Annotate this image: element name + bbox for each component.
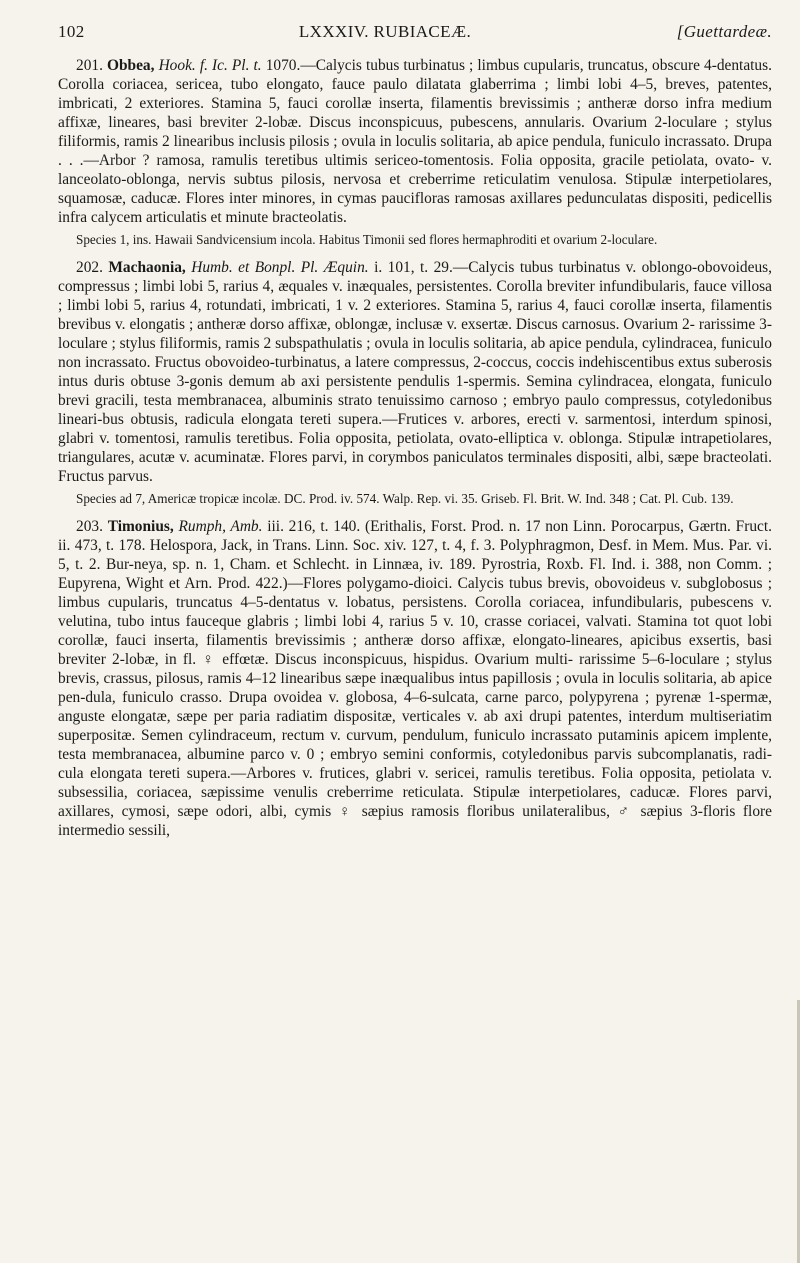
species-note-obbea: Species 1, ins. Hawaii Sandvicensium incola. Habitus Timonii sed flores hermaphroditi et ovarium 2-loculare.	[76, 232, 658, 247]
genus-entry-timonius	[58, 517, 772, 840]
genus-authority: Hook. f. Ic. Pl. t.	[158, 57, 262, 74]
genus-name: Machaonia,	[108, 259, 186, 276]
section-title: [Guettardeæ.	[676, 22, 772, 41]
entry-description: 1070.—Calycis tubus turbinatus ; limbus cupularis, truncatus, obscure 4-dentatus. Corolla coriacea, sericea, tubo elongato, fauce paulo dilatata glaberrima ; limbi lobi 4–5, breves, patentes, imbricati, 2 exteriores. Stamina 5, fauci corollæ inserta, filamentis brevissimis ; antheræ dorso infra medium affixæ, lineares, basi breviter 2-lobæ. Discus inconspicuus, pubescens, annularis. Ovarium 2-loculare ; stylus filiformis, ramis 2 linearibus inclusis pilosis ; ovula in loculis solitaria, ab apice pendula, funiculo incrassato. Drupa . . .—Arbor ? ramosa, ramulis teretibus ultimis sericeo-tomentosis. Folia opposita, gracile petiolata, ovato- v. lanceolato-oblonga, nervis subtus pilosis, nervosa et creberrime reticulatim venulosa. Stipulæ interpetiolares, squamosæ, caducæ. Flores inter minores, in cymas paucifloras ramosas axillares pedunculatas dispositi, pedicellis infra calycem articulatis et minute bracteolatis.	[58, 57, 772, 226]
genus-name: Obbea,	[107, 57, 155, 74]
genus-entry-machaonia	[58, 258, 772, 486]
chapter-title: LXXXIV. RUBIACEÆ.	[298, 22, 472, 41]
entry-description: iii. 216, t. 140. (Erithalis, Forst. Prod. n. 17 non Linn. Porocarpus, Gærtn. Fruct. ii. 473, t. 178. Helospora, Jack, in Trans. Linn. Soc. xiv. 127, t. 4, f. 3. Polyphragmon, Desf. in Mem. Mus. Par. vi. 5, t. 2. Bur-neya, sp. n. 1, Cham. et Schlecht. in Linnæa, iv. 189. Pyrostria, Roxb. Fl. Ind. i. 388, non Comm. ; Eupyrena, Wight et Arn. Prod. 422.)—Flores polygamo-dioici. Calycis tubus brevis, obovoideus v. subglobosus ; limbus cupularis, truncatus 4–5-dentatus v. lobatus, persistens. Corolla coriacea, infundibularis, pubescens v. velutina, tubo intus fauceque glabris ; limbi lobi 4, rarius 5 v. 10, crasse coriacei, valvati. Stamina tot quot lobi corollæ, fauci inserta, filamentis brevissimis ; antheræ dorso affixæ, elongato-lineares, apicibus exsertis, basi breviter 2-lobæ, in fl. ♀ effœtæ. Discus inconspicuus, hispidus. Ovarium multi- rarissime 5–6-loculare ; stylus brevis, crassus, pilosus, ramis 4–12 linearibus sæpe inæqualibus intus papillosis ; ovula in loculis solitaria, ab apice pen-dula, funiculo crasso. Drupa ovoidea v. globosa, 4–6-sulcata, carne parco, polypyrena ; pyrenæ 1-spermæ, anguste elongatæ, sæpe per paria radiatim dispositæ, verticales v. ab axi drupi patentes, interdum multiseriatim superpositæ. Semen cylindraceum, rectum v. curvum, pendulum, funiculo incrassato putaminis apicem implente, testa membranacea, albumine parco v. 0 ; embryo semini conformis, cotyledonibus parvis subcomplanatis, radi-cula elongata tereti supera.—Arbores v. frutices, glabri v. sericei, ramulis teretibus. Folia opposita, petiolata v. subsessilia, coriacea, sæpissime venulis creberrime reticulata. Stipulæ interpetiolares, caducæ. Flores parvi, axillares, cymosi, sæpe odori, albi, cymis ♀ sæpius ramosis floribus unilateralibus, ♂ sæpius 3-floris flore intermedio sessili,	[58, 518, 772, 839]
species-note-machaonia: Species ad 7, Americæ tropicæ incolæ. DC. Prod. iv. 574. Walp. Rep. vi. 35. Griseb. Fl. Brit. W. Ind. 348 ; Cat. Pl. Cub. 139.	[76, 491, 734, 506]
genus-authority: Humb. et Bonpl. Pl. Æquin.	[191, 259, 369, 276]
entry-description: i. 101, t. 29.—Calycis tubus turbinatus v. oblongo-obovoideus, compressus ; limbi lobi 5, rarius 4, æquales v. inæquales, persistentes. Corolla breviter infundibularis, fauce villosa ; limbi lobi 5, rarius 4, rotundati, imbricati, 1 v. 2 exteriores. Stamina 5, rarius 4, fauci corollæ inserta, filamentis brevibus v. elongatis ; antheræ dorso affixæ, oblongæ, inclusæ v. exsertæ. Discus carnosus. Ovarium 2- rarissime 3-loculare ; stylus filiformis, ramis 2 subspathulatis ; ovula in loculis solitaria, ab apice pendula, cylindracea, funiculo non incrassato. Fructus obovoideo-turbinatus, a latere compressus, 2-coccus, coccis indehiscentibus extus suberosis intus duris obtuse 3-gonis demum ab axi persistente pendulis 1-spermis. Semina cylindracea, elongata, funiculo brevi gracili, testa membranacea, albuminis strato tenuissimo carnoso ; embryo paulo compressus, cotyledonibus lineari-bus obtusis, radicula elongata tereti supera.—Frutices v. arbores, erecti v. sarmentosi, interdum spinosi, glabri v. tomentosi, ramulis teretibus. Folia opposita, petiolata, ovato-elliptica v. oblonga. Stipulæ intrapetiolares, triangulares, acutæ v. acuminatæ. Flores parvi, in corymbos paniculatos terminales dispositi, albi, sæpe bracteolati. Fructus parvus.	[58, 259, 772, 485]
page-number: 102	[58, 22, 85, 41]
genus-name: Timonius,	[107, 518, 174, 535]
running-header	[58, 22, 772, 42]
genus-entry-obbea	[58, 56, 772, 227]
entry-number: 201.	[76, 57, 103, 74]
genus-authority: Rumph, Amb.	[178, 518, 263, 535]
entry-number: 202.	[76, 259, 103, 276]
entry-number: 203.	[76, 518, 103, 535]
